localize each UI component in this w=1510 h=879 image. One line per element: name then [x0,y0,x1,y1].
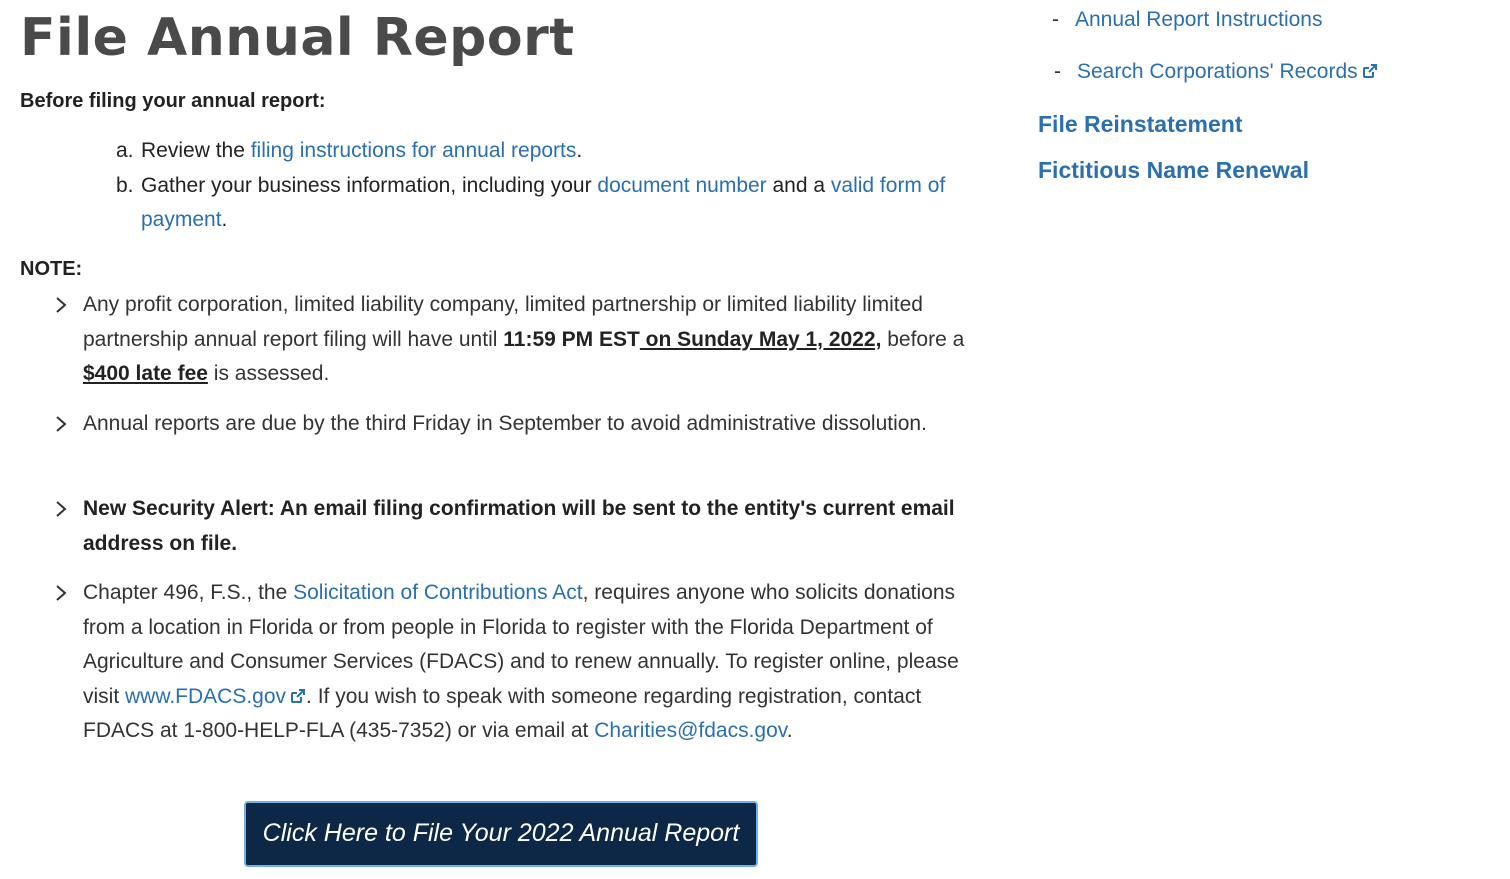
bullet-text: before a [881,327,965,351]
bullet-text: Annual reports are due by the third Friday in September to avoid administrative dissolution. [83,412,927,435]
step-text: Review the [141,139,251,162]
sidebar-item-search-corporations[interactable] [1054,60,1378,84]
valid-payment-link[interactable]: valid form of payment [141,173,946,231]
chevron-right-icon [54,584,70,602]
step-text: and a [766,173,831,197]
deadline-time: 11:59 PM EST [503,327,640,351]
charities-email-link[interactable]: Charities@fdacs.gov [594,719,787,742]
bullet-text: , requires anyone who solicits donations from a location in Florida or from people in Florida to register with the Florida Department of Agriculture and Consumer Services (FDACS) and to renew annually. To register online, please visit [83,581,959,708]
chevron-right-icon [54,500,70,518]
bullet-due-date [50,407,927,442]
list-dash: - [1052,8,1059,31]
note-heading: NOTE: [20,258,83,280]
step-a [116,134,986,169]
bullet-text: Chapter 496, F.S., the [83,581,294,604]
bullet-text: Any profit corporation, limited liability company, limited partnership or limited liability limited partnership annual report filing will have until [83,293,923,351]
solicitation-act-link[interactable]: Solicitation of Contributions Act [293,581,583,604]
filing-instructions-link[interactable]: filing instructions for annual reports [250,139,577,162]
steps-list [116,134,986,238]
page-title: File Annual Report [20,8,575,68]
list-dash: - [1054,60,1061,83]
step-text: . [221,208,228,231]
bullet-text: . [786,719,793,742]
bullet-security-alert [50,492,980,561]
bullet-text: is assessed. [207,362,330,385]
bullet-text: . If you wish to speak with someone regarding registration, contact FDACS at 1-800-HELP-FLA (435-7352) or via email at [83,684,922,742]
external-link-icon [290,681,306,697]
deadline-date: on Sunday May 1, 2022, [639,327,882,351]
bullet-text: New Security Alert: An email filing confirmation will be sent to the entity's current email address on file. [83,497,955,555]
file-annual-report-button[interactable]: Click Here to File Your 2022 Annual Report [244,801,758,867]
sidebar-item-fictitious-name-renewal[interactable]: Fictitious Name Renewal [1038,157,1309,183]
sidebar-item-file-reinstatement[interactable]: File Reinstatement [1038,111,1243,137]
document-number-link[interactable]: document number [597,173,767,197]
before-filing-heading: Before filing your annual report: [20,90,326,112]
late-fee: $400 late fee [83,362,208,385]
bullet-late-fee [50,288,980,392]
step-label: b. [116,173,134,197]
step-text: . [576,139,583,162]
fdacs-website-link[interactable]: www.FDACS.gov [125,684,287,708]
sidebar-link-label: Search Corporations' Records [1077,60,1358,83]
chevron-right-icon [54,415,70,433]
step-b [116,169,986,238]
step-text: Gather your business information, including your [141,173,598,197]
step-label: a. [116,139,134,162]
bullet-solicitation [50,576,980,749]
sidebar-item-annual-report-instructions[interactable] [1052,8,1322,32]
sidebar-link-label: Annual Report Instructions [1075,8,1323,31]
external-link-icon [1362,61,1378,77]
chevron-right-icon [54,296,70,314]
